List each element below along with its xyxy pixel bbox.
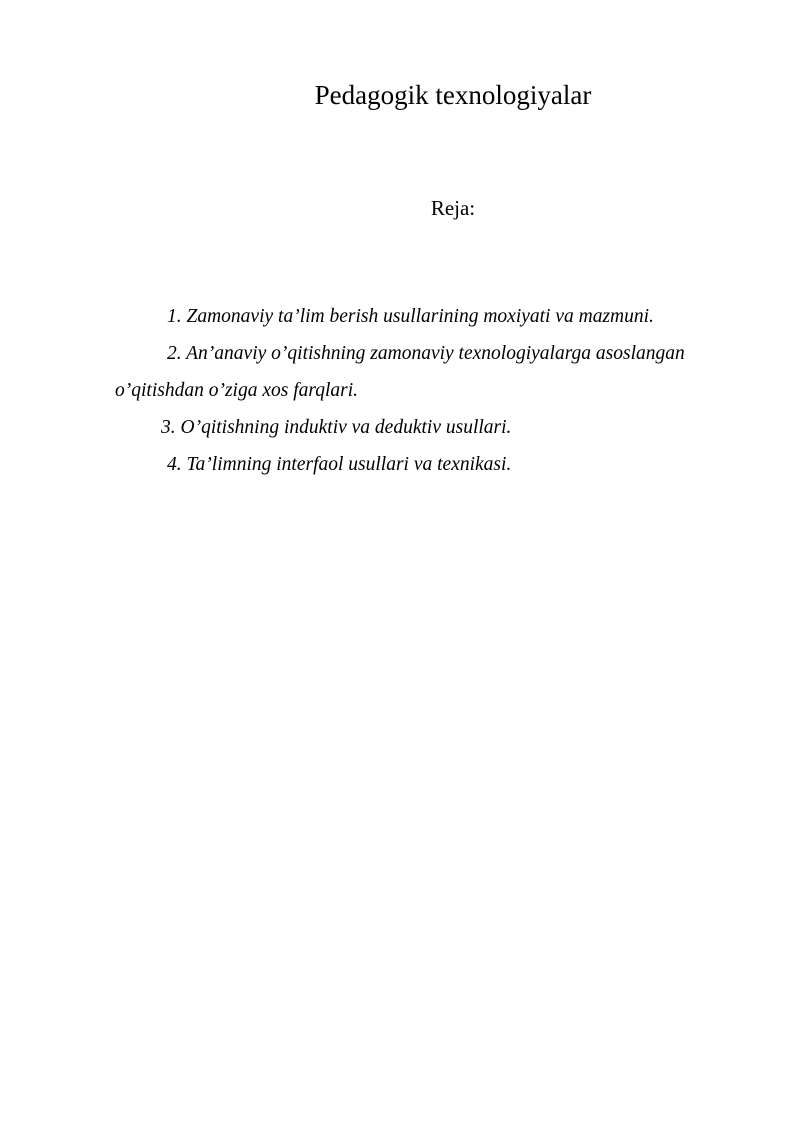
plan-list	[115, 298, 755, 483]
plan-heading: Reja:	[430, 196, 476, 220]
list-item: 3. O’qitishning induktiv va deduktiv usullari.	[161, 417, 512, 438]
list-item: 2. An’anaviy o’qitishning zamonaviy texnologiyalarga asoslangan o’qitishdan o’ziga xos farqlari.	[115, 343, 685, 401]
page-title: Pedagogik texnologiyalar	[314, 80, 592, 110]
list-item: 4. Ta’limning interfaol usullari va texnikasi.	[167, 454, 512, 475]
list-item: 1. Zamonaviy ta’lim berish usullarining moxiyati va mazmuni.	[167, 306, 654, 327]
